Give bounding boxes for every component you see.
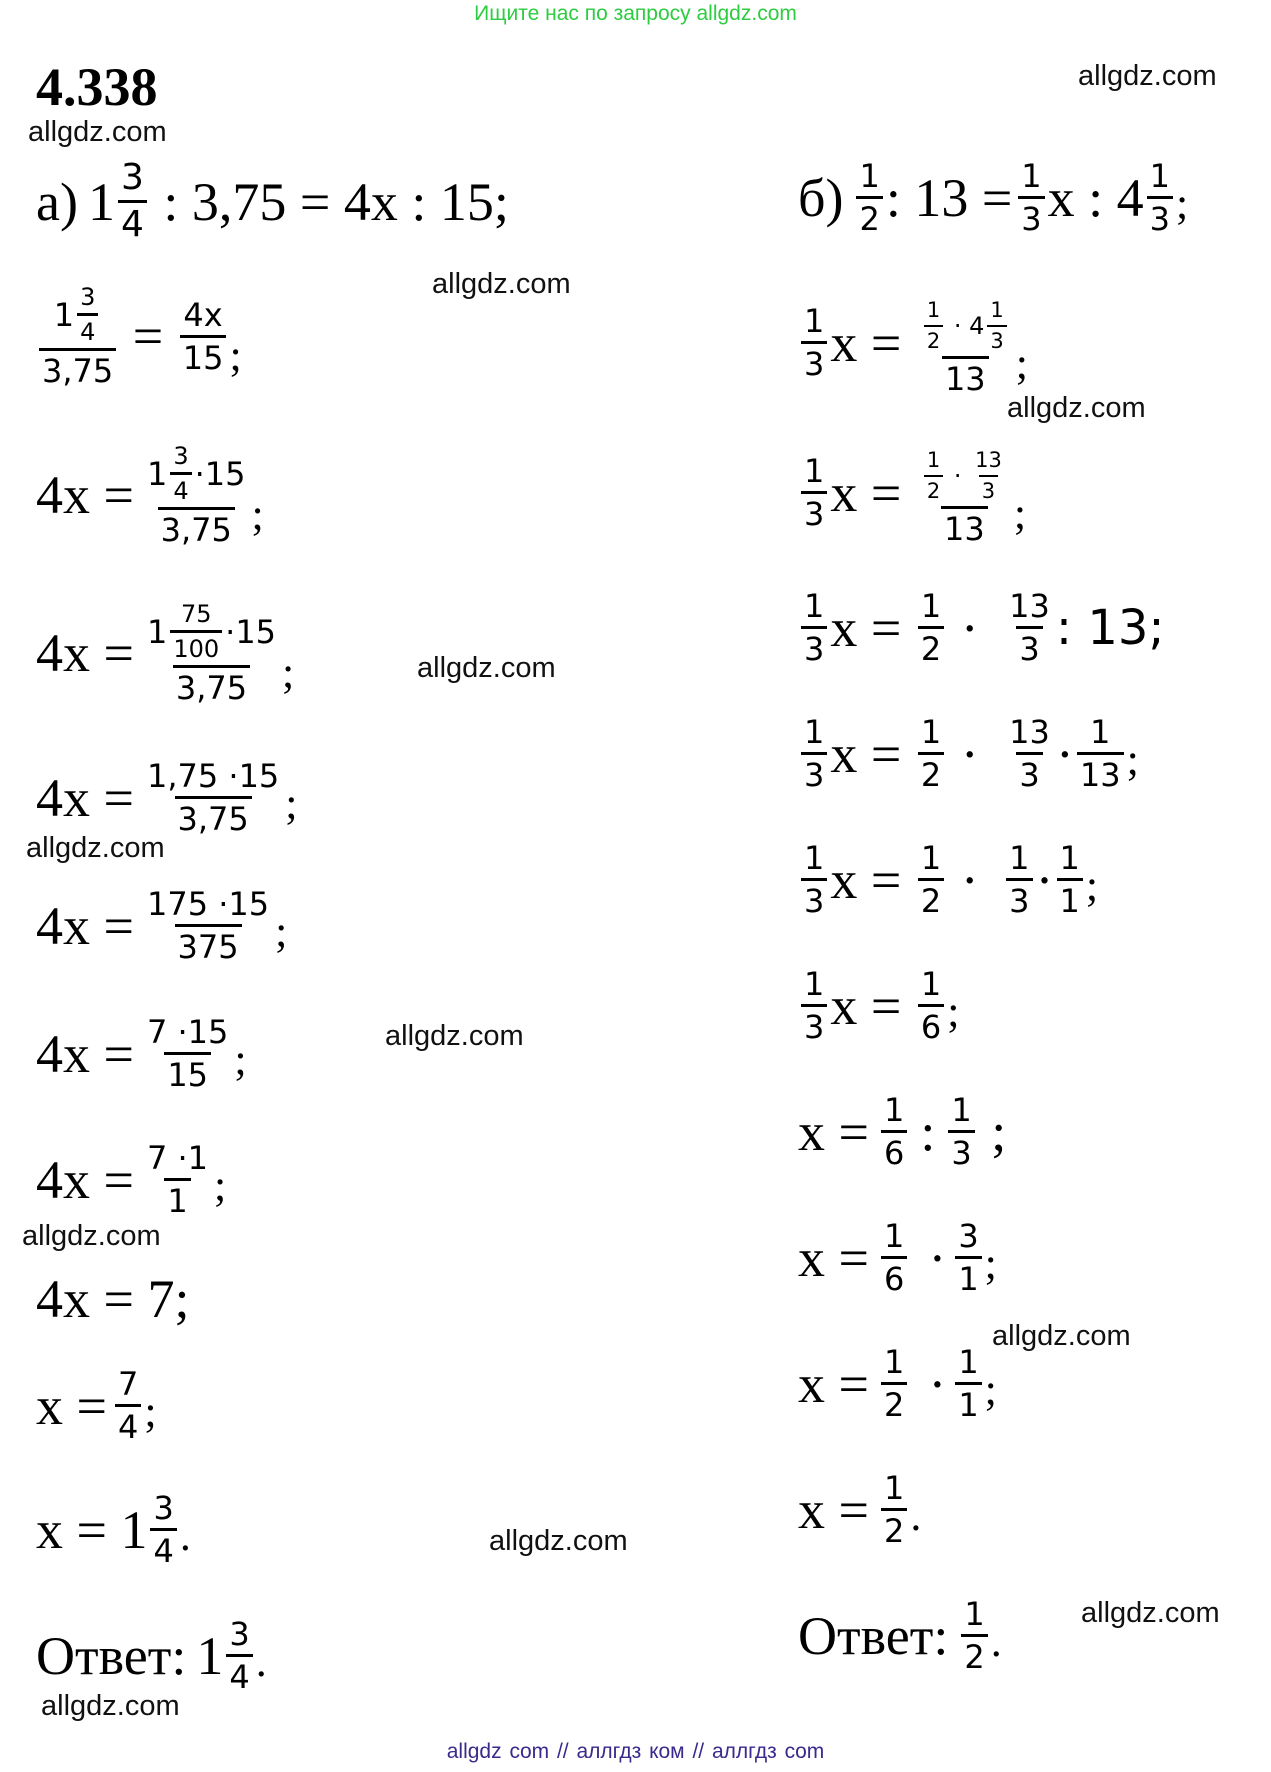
part-b-step-3: $\frac{1}{3}$ x = $\frac{1}{2}$ · $\frac{13}{3}$ : 13; bbox=[798, 590, 1165, 665]
problem-number: 4.338 bbox=[36, 57, 158, 117]
part-a-step-5: 4x = $\frac{175 \cdot 15}{375}$ ; bbox=[36, 885, 288, 966]
part-b-step-4: $\frac{1}{3}$ x = $\frac{1}{2}$ · $\frac{13}{3}$ · $\frac{1}{13}$ ; bbox=[798, 716, 1139, 791]
watermark: allgdz.com bbox=[432, 268, 571, 300]
part-a-step-8: 4x = 7; bbox=[36, 1269, 190, 1329]
part-a-step-6: 4x = $\frac{7 \cdot 15}{15}$ ; bbox=[36, 1013, 247, 1094]
footer-links[interactable]: allgdz com // аллгдз ком // аллгдз com bbox=[446, 1740, 825, 1763]
part-a-step-3: 4x = 1 $\frac{75}{100}$ ·15 3,75 ; bbox=[36, 600, 295, 707]
part-b-step-5: $\frac{1}{3}$ x = $\frac{1}{2}$ · $\frac{1}{3}$ · $\frac{1}{1}$ ; bbox=[798, 842, 1098, 917]
watermark: allgdz.com bbox=[417, 652, 556, 684]
part-a-answer: Ответ: 1 $\frac{3}{4}$ . bbox=[36, 1615, 267, 1696]
watermark: allgdz.com bbox=[385, 1020, 524, 1052]
part-a-step-9: x = $\frac{7}{4}$ ; bbox=[36, 1365, 157, 1446]
watermark: allgdz.com bbox=[1007, 392, 1146, 424]
part-a-step-4: 4x = $\frac{1,75 \cdot 15}{3,75}$ ; bbox=[36, 757, 298, 838]
part-b-label: б) bbox=[798, 167, 844, 228]
part-b-step-2: $\frac{1}{3}$ x = $\frac{1}{2}$ · $\frac{13}{3}$ 13 ; bbox=[798, 440, 1026, 545]
watermark: allgdz.com bbox=[22, 1220, 161, 1252]
part-b-step-10: x = $\frac{1}{2}$ . bbox=[798, 1469, 922, 1550]
part-b-step-1: $\frac{1}{3}$ x = $\frac{1}{2}$ · 4 $\frac{1}{3}$ 13 ; bbox=[798, 290, 1028, 395]
top-banner[interactable]: Ищите нас по запросу allgdz.com bbox=[474, 2, 797, 25]
part-b-step-6: $\frac{1}{3}$ x = $\frac{1}{6}$ ; bbox=[798, 968, 959, 1043]
watermark: allgdz.com bbox=[1078, 60, 1217, 92]
part-b-step-9: x = $\frac{1}{2}$ · $\frac{1}{1}$ ; bbox=[798, 1343, 997, 1424]
part-a-step-10: x = 1 $\frac{3}{4}$ . bbox=[36, 1489, 191, 1570]
part-b-answer: Ответ: $\frac{1}{2}$ . bbox=[798, 1595, 1002, 1676]
watermark: allgdz.com bbox=[41, 1690, 180, 1722]
watermark: allgdz.com bbox=[26, 832, 165, 864]
part-a-equation: а) 1 $\frac{3}{4}$ : 3,75 = 4x : 15; bbox=[36, 157, 509, 245]
part-b-equation: б) $\frac{1}{2}$ : 13 = $\frac{1}{3}$ x : 4 $\frac{1}{3}$ ; bbox=[798, 157, 1189, 238]
watermark: allgdz.com bbox=[28, 116, 167, 148]
part-a-step-1: 1 $\frac{3}{4}$ 3,75 = $\frac{4x}{15}$ ; bbox=[36, 285, 242, 387]
part-b-step-7: x = $\frac{1}{6}$ : $\frac{1}{3}$ ; bbox=[798, 1091, 1007, 1172]
watermark: allgdz.com bbox=[1081, 1597, 1220, 1629]
part-a-label: а) bbox=[36, 171, 78, 232]
part-b-step-8: x = $\frac{1}{6}$ · $\frac{3}{1}$ ; bbox=[798, 1217, 997, 1298]
watermark: allgdz.com bbox=[489, 1525, 628, 1557]
part-a-step-2: 4x = 1 $\frac{3}{4}$ ·15 3,75 ; bbox=[36, 442, 264, 549]
watermark: allgdz.com bbox=[992, 1320, 1131, 1352]
part-a-step-7: 4x = $\frac{7 \cdot 1}{1}$ ; bbox=[36, 1139, 227, 1220]
